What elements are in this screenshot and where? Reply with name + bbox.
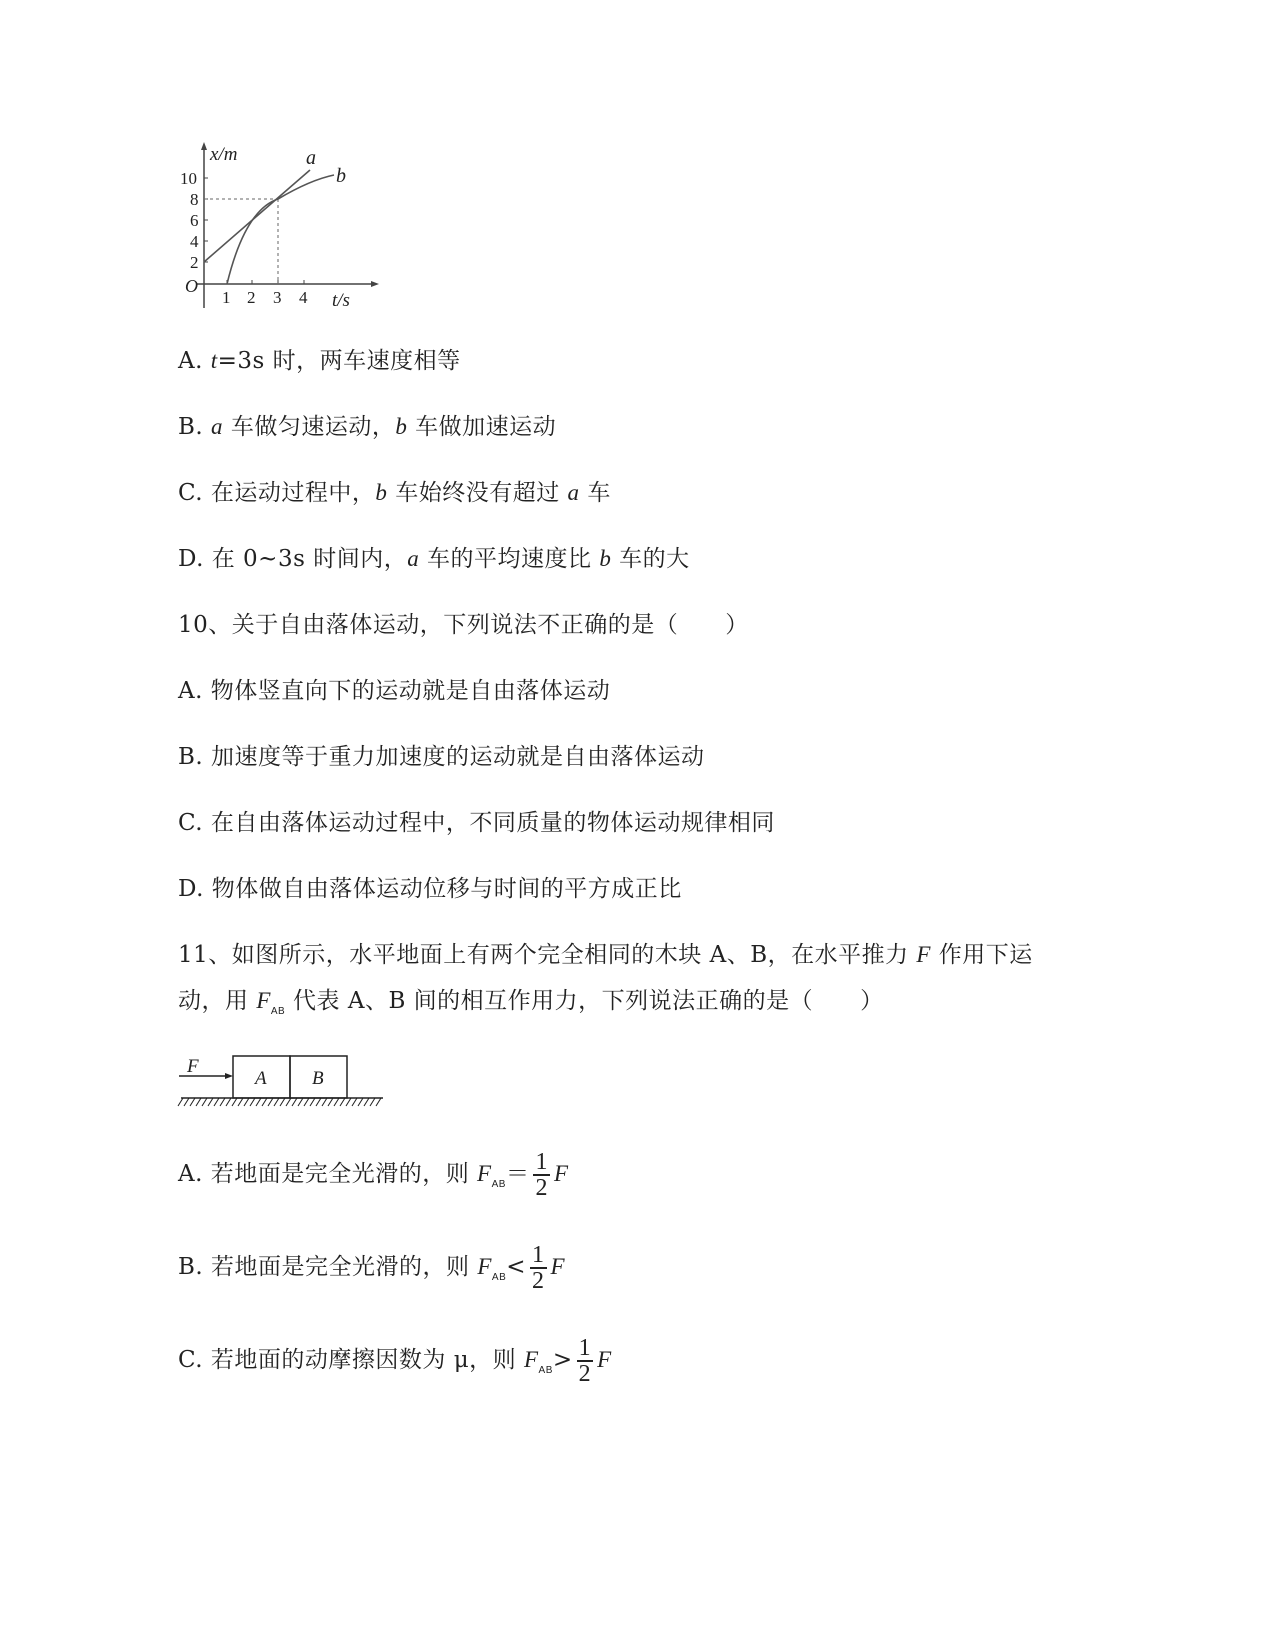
var-b: b: [599, 546, 612, 571]
origin-label: O: [185, 276, 198, 296]
var-b: b: [395, 414, 408, 439]
q11-stem-line2: [178, 986, 884, 1027]
block-b-label: B: [312, 1068, 324, 1089]
operator: >: [552, 1347, 573, 1373]
var-f: F: [553, 1161, 569, 1186]
option-prefix: B.: [178, 414, 212, 440]
curve-a-label: a: [306, 147, 316, 169]
var-f: F: [477, 1161, 492, 1186]
denominator: 2: [532, 1268, 545, 1294]
force-label: F: [187, 1056, 199, 1077]
var-a: a: [211, 414, 224, 439]
var-f: F: [523, 1347, 539, 1372]
y-tick-label: 2: [190, 253, 199, 272]
y-tick-label: 6: [190, 211, 199, 230]
var-b: b: [375, 480, 388, 505]
y-tick-label: 4: [190, 232, 199, 251]
stem-text: 动，用: [178, 988, 257, 1014]
q9-option-c: [178, 478, 611, 508]
y-axis-arrow: [201, 142, 207, 150]
option-text: D. 在 0~3s 时间内，: [178, 546, 408, 572]
fraction-half: [533, 1150, 550, 1200]
numerator: 1: [535, 1149, 548, 1175]
fraction-half: [530, 1243, 547, 1293]
curve-b: [227, 175, 334, 284]
operator: ＝: [505, 1161, 530, 1187]
xt-graph: [170, 140, 400, 315]
x-tick-label: 1: [222, 288, 231, 307]
fraction-half: [577, 1336, 594, 1386]
x-tick-label: 4: [299, 288, 308, 307]
option-text: 车始终没有超过: [387, 480, 568, 506]
stem-text: 作用下运: [930, 942, 1033, 968]
var-a: a: [567, 480, 580, 505]
option-text: C. 若地面的动摩擦因数为 μ，则: [178, 1347, 524, 1373]
subscript-ab: AB: [491, 1179, 506, 1190]
q11-option-a: [178, 1150, 569, 1200]
option-prefix: A.: [178, 348, 211, 374]
q11-option-b: [178, 1243, 565, 1293]
block-a-label: A: [255, 1068, 267, 1089]
option-text: 车的平均速度比: [419, 546, 600, 572]
y-tick-label: 10: [180, 169, 197, 188]
q10-option-a: A. 物体竖直向下的运动就是自由落体运动: [178, 678, 611, 704]
var-f: F: [477, 1254, 492, 1279]
option-text: A. 若地面是完全光滑的，则: [178, 1161, 478, 1187]
option-text: =3s 时，两车速度相等: [217, 348, 461, 374]
var-f: F: [550, 1254, 566, 1279]
denominator: 2: [578, 1361, 592, 1387]
q11-stem-line1: [178, 940, 1033, 970]
var-a: a: [407, 546, 420, 571]
x-axis-label: t/s: [332, 290, 350, 311]
q10-stem: 10、关于自由落体运动，下列说法不正确的是（ ）: [178, 612, 749, 638]
x-tick-label: 3: [273, 288, 282, 307]
q11-option-c: [178, 1336, 612, 1386]
operator: <: [506, 1254, 527, 1280]
q9-option-a: [178, 346, 461, 376]
denominator: 2: [535, 1175, 548, 1201]
q10-option-b: B. 加速度等于重力加速度的运动就是自由落体运动: [178, 744, 705, 770]
curve-a: [204, 170, 310, 262]
numerator: 1: [532, 1242, 545, 1268]
numerator: 1: [578, 1335, 592, 1361]
stem-text: 11、如图所示，水平地面上有两个完全相同的木块 A、B，在水平推力: [178, 942, 917, 968]
option-text: 车的大: [611, 546, 690, 572]
option-text: 车: [579, 480, 611, 506]
stem-text: 代表 A、B 间的相互作用力，下列说法正确的是（ ）: [285, 988, 884, 1014]
var-t: t: [210, 348, 218, 373]
subscript-ab: AB: [538, 1365, 553, 1376]
ground-hatching: [178, 1098, 381, 1106]
q10-option-c: C. 在自由落体运动过程中，不同质量的物体运动规律相同: [178, 810, 775, 836]
option-text: B. 若地面是完全光滑的，则: [178, 1254, 478, 1280]
subscript-ab: AB: [491, 1272, 507, 1283]
option-text: C. 在运动过程中，: [178, 480, 376, 506]
var-f: F: [597, 1347, 612, 1372]
q9-option-b: [178, 412, 556, 442]
force-arrowhead: [225, 1073, 233, 1079]
subscript-ab: AB: [270, 1006, 286, 1017]
q10-option-d: D. 物体做自由落体运动位移与时间的平方成正比: [178, 876, 682, 902]
y-axis-label: x/m: [210, 144, 238, 165]
option-text: 车做加速运动: [407, 414, 557, 440]
var-f: F: [916, 942, 931, 967]
x-tick-label: 2: [247, 288, 256, 307]
q9-option-d: [178, 544, 690, 574]
y-tick-label: 8: [190, 190, 199, 209]
curve-b-label: b: [336, 165, 346, 187]
var-f: F: [256, 988, 271, 1013]
option-text: 车做匀速运动，: [223, 414, 396, 440]
x-axis-arrow: [371, 281, 379, 287]
blocks-figure: [175, 1048, 390, 1113]
